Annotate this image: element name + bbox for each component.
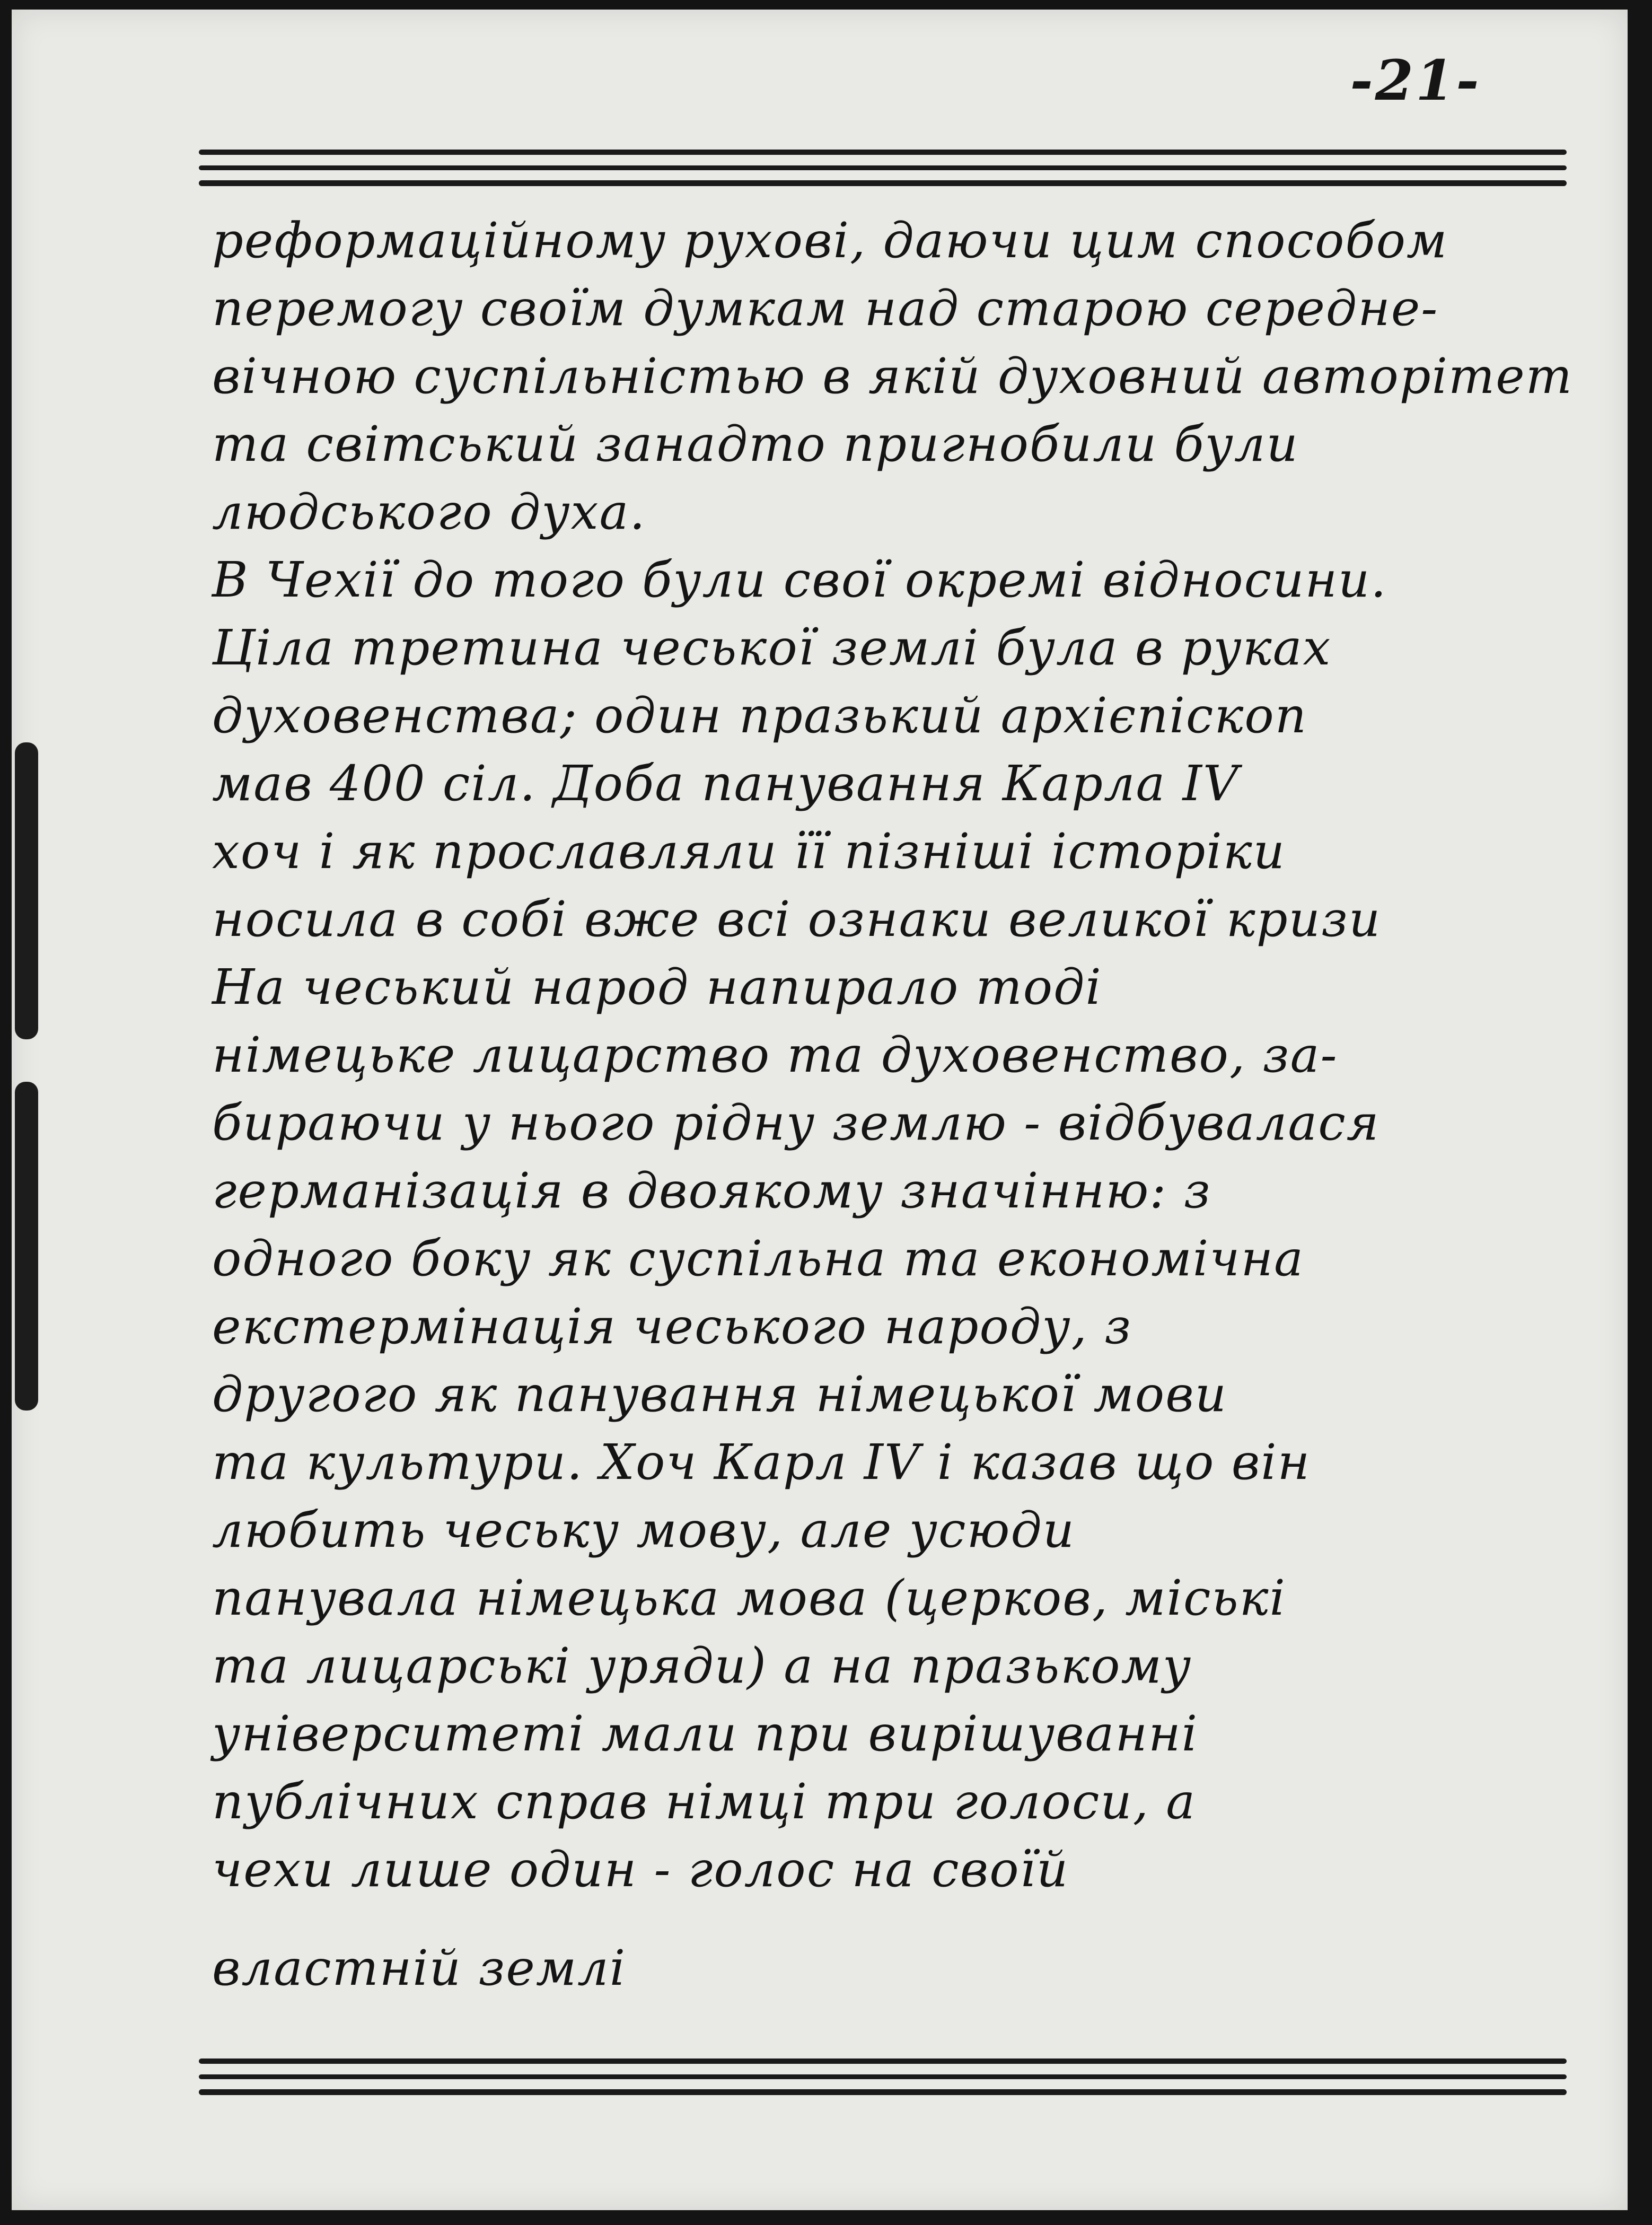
text-line: вічною суспільністью в якій духовний авторітет: [212, 348, 1573, 405]
header-rule-3: [199, 180, 1567, 186]
text-line: німецьке лицарство та духовенство, за-: [212, 1027, 1338, 1083]
text-line: панувала німецька мова (церков, міські: [212, 1570, 1286, 1626]
text-line: одного боку як суспільна та економічна: [212, 1230, 1304, 1287]
footer-rule-2: [199, 2074, 1567, 2079]
text-line: людського духа.: [212, 484, 646, 540]
text-line: Ціла третина чеської землі була в руках: [212, 619, 1332, 676]
text-line: публічних справ німці три голоси, а: [212, 1773, 1197, 1830]
text-line: носила в собі вже всі ознаки великої кризи: [212, 891, 1382, 948]
text-line: та лицарські уряди) а на празькому: [212, 1637, 1192, 1694]
text-line: та культури. Хоч Карл IV і казав що він: [212, 1434, 1311, 1491]
text-line: любить чеську мову, але усюди: [212, 1502, 1076, 1558]
text-line: перемогу своїм думкам над старою середне-: [212, 280, 1439, 337]
text-line: В Чехії до того були свої окремі відносини.: [212, 551, 1387, 608]
page-number: -21-: [1350, 48, 1481, 113]
text-line: На чеський народ напирало тоді: [212, 959, 1102, 1015]
footer-rule-3: [199, 2089, 1567, 2095]
binding-mark-top: [15, 742, 38, 1039]
text-line: властній землі: [212, 1940, 627, 1996]
footer-rule-1: [199, 2058, 1567, 2064]
binding-mark-bottom: [15, 1082, 38, 1411]
text-line: бираючи у нього рідну землю - відбувалася: [212, 1094, 1380, 1151]
text-line: чехи лише один - голос на своїй: [212, 1841, 1069, 1898]
text-line: екстермінація чеського народу, з: [212, 1298, 1132, 1355]
text-line: мав 400 сіл. Доба панування Карла IV: [212, 755, 1240, 812]
text-line: другого як панування німецької мови: [212, 1366, 1227, 1423]
text-line: реформаційному рухові, даючи цим способом: [212, 212, 1448, 269]
text-line: хоч і як прославляли її пізніші історіки: [212, 823, 1286, 880]
handwritten-text-block: [212, 207, 1573, 2002]
text-line: духовенства; один празький архієпіскоп: [212, 687, 1308, 744]
header-rule-1: [199, 150, 1567, 155]
text-line: германізація в двоякому значінню: з: [212, 1162, 1211, 1219]
text-line: та світський занадто пригнобили були: [212, 416, 1299, 472]
text-line: університеті мали при вирішуванні: [212, 1705, 1199, 1762]
header-rule-2: [199, 165, 1567, 170]
